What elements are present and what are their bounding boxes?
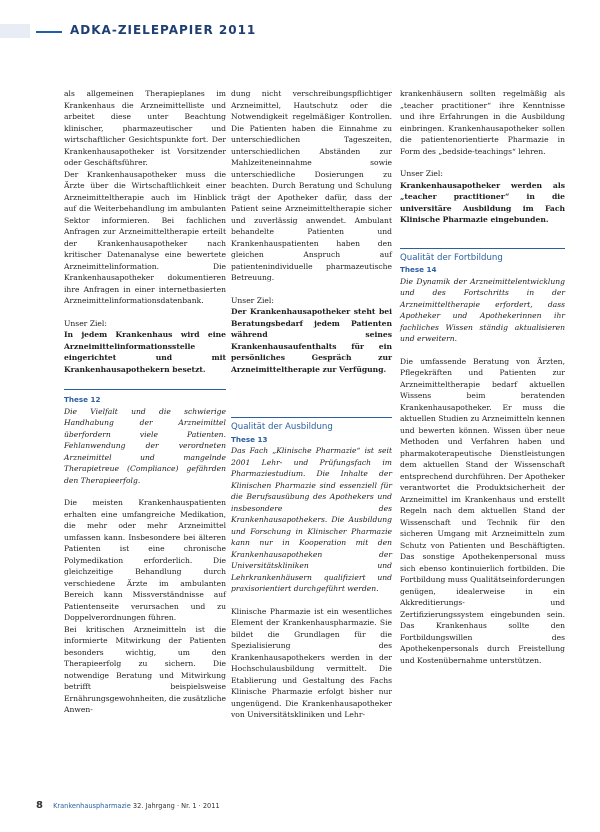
col2-paragraph-1: dung nicht verschreibungspflichtiger Arzneimittel, Hautschutz oder die Notwendigkeit regelmäßiger Kontrollen. Die Patienten haben die Einnahme zu unterschiedlichen Tageszeiten, unterschiedlichen Abständen zur Mahlzeiteneinnahme sowie unterschiedliche Dosierungen zu beachten. Durch Beratung und Schulung trägt der Apotheker dafür, dass der Patient seine Arzneimitteltherapie sicher und zuverlässig anwendet. Ambulant behandelte Patienten und Krankenhauspatienten haben den gleichen Anspruch auf patientenindividuelle pharmazeutische Betreuung. [231,89,392,282]
col1-divider [64,389,226,390]
col2-thesis-label: These 13 [231,434,268,444]
col1-thesis-text: Die Vielfalt und die schwierige Handhabung der Arzneimittel überfordern viele Patienten. Fehlanwendung der verordneten Arzneimittel und mangelnde Therapietreue (Compliance) gefährden den Therapieerfolg. [64,406,226,485]
col1-goal-label: Unser Ziel: [64,318,107,328]
col1-thesis-label: These 12 [64,395,101,404]
header-accent-block [0,24,30,38]
col3-paragraph-2: Die umfassende Beratung von Ärzten, Pflegekräften und Patienten zur Arzneimitteltherapie bedarf aktuellen Wissens beim beratenden Krankenhausapotheker. Er muss die aktuellen Studien zu Arzneimitteln kennen und bewerten können. Wissen über neue Methoden und Verfahren haben und pharmakoterapeutische Dienstleistungen dem aktuellen Stand der Wissenschaft entsprechend durchführen. Der Apotheker verantwortet die Produktsicherheit der Arzneimittel im Krankenhaus und erstellt Regeln nach dem aktuellen Stand der Wissenschaft und Technik für den sicheren Umgang mit Arzneimitteln zum Schutz von Patienten und Beschäftigten. Das sonstige Apothekenpersonal muss sich ebenso kontinuierlich fortbilden. Die Fortbildung muss Qualitätseinforderungen genügen, idealerweise in ein Akkreditierungs- und Zertifizierungssystem eingebunden sein. Das Krankenhaus sollte den Fortbildungswillen des Apothekenpersonals durch Freistellung und Kostenübernahme unterstützen. [400,356,565,665]
col3-thesis-text: Die Dynamik der Arzneimittelentwicklung und des Fortschritts in der Arzneimitteltherapie erfordert, dass Apotheker und Apothekerinnen ihr fachliches Wissen ständig aktualisieren und erweitern. [400,276,565,343]
col3-section-title: Qualität der Fortbildung [400,252,503,263]
header-accent-line [36,31,62,33]
col3-goal-text: Krankenhausapotheker werden als „teacher practitioner“ in die universitäre Ausbildung im Fach Klinische Pharmazie eingebunden. [400,180,565,224]
col2-thesis-text: Das Fach „Klinische Pharmazie“ ist seit 2001 Lehr- und Prüfungsfach im Pharmaziestudium. Die Inhalte der Klinischen Pharmazie sind essenziell für die Berufsausübung des Apothekers und insbesondere des Krankenhausapothekers. Die Ausbildung und Forschung in Klinischer Pharmazie kann nur in Kooperation mit den Krankenhausapotheken der Universitätskliniken und Lehrkrankenhäusern qualifiziert und praxisorientiert durchgeführt werden. [231,446,392,593]
page-number: 8 [36,800,43,811]
column-3 [400,88,565,666]
col3-paragraph-1: krankenhäusern sollten regelmäßig als „teacher practitioner“ ihre Kenntnisse und ihre Erfahrungen in die Ausbildung einbringen. Krankenhausapotheker sollen die patientenorientierte Pharmazie in Form des „bedside-teachings“ lehren. [400,89,565,156]
page-footer [36,800,220,811]
magazine-name: Krankenhauspharmazie [53,802,131,810]
col1-paragraph-4: Bei kritischen Arzneimitteln ist die informierte Mitwirkung der Patienten besonders wichtig, um den Therapieerfolg zu sichern. Die notwendige Beratung und Mitwirkung betrifft beispielsweise Ernährungsgewohnheiten, die zusätzliche Anwen- [64,624,226,714]
col2-goal-label: Unser Ziel: [231,295,274,305]
col1-paragraph-2: Der Krankenhausapotheker muss die Ärzte über die Wirtschaftlichkeit einer Arzneimitteltherapie auch im Hinblick auf die Weiterbehandlung im ambulanten Sektor informieren. Bei fachlichen Anfragen zur Arzneimitteltherapie erteilt der Krankenhausapotheker nach kritischer Datenanalyse eine bewertete Arzneimittelinformation. Die Krankenhausapotheker dokumentieren ihre Anfragen in einer internetbasierten Arzneimittelinformationsdatenbank. [64,169,226,305]
col1-paragraph-3: Die meisten Krankenhauspatienten erhalten eine umfangreiche Medikation, die mehr oder mehr Arzneimittel umfassen kann. Insbesondere bei älteren Patienten ist eine chronische Polymedikation erforderlich. Die gleichzeitige Behandlung durch verschiedene Ärzte im ambulanten Bereich kann Missverständnisse auf Patientenseite verursachen und zu Doppelverordnungen führen. [64,498,226,622]
col2-section-title: Qualität der Ausbildung [231,422,333,432]
col3-goal-label: Unser Ziel: [400,169,443,178]
page-header-title: ADKA-ZIELEPAPIER 2011 [70,23,257,37]
col2-goal-text: Der Krankenhausapotheker steht bei Beratungsbedarf jedem Patienten während seines Krankenhausaufenthalts für ein persönliches Gespräch zur Arzneimitteltherapie zur Verfügung. [231,307,392,374]
column-2 [231,88,392,721]
col3-divider [400,248,565,249]
col1-paragraph-1: als allgemeinen Therapieplanes im Krankenhaus die Arzneimittelliste und arbeitet diese unter Beachtung klinischer, pharmazeutischer und wirtschaftlicher Gesichtspunkte fort. Der Krankenhausapotheker ist Vorsitzender oder Geschäftsführer. [64,89,226,167]
col3-thesis-label: These 14 [400,265,437,274]
col2-paragraph-2: Klinische Pharmazie ist ein wesentliches Element der Krankenhauspharmazie. Sie bildet die Grundlagen für die Spezialisierung des Krankenhausapothekers werden in der Hochschulausbildung vermittelt. Die Etablierung und Gestaltung des Fachs Klinische Pharmazie erfolgt bisher nur ungenügend. Die Krankenhausapotheker von Universitätskliniken und Lehr- [231,606,392,719]
issue-info: 32. Jahrgang · Nr. 1 · 2011 [132,802,220,810]
col2-divider [231,417,392,418]
col1-goal-text: In jedem Krankenhaus wird eine Arzneimittelinformationsstelle eingerichtet und mit Krankenhausapothekern besetzt. [64,330,226,374]
column-1 [64,88,226,716]
